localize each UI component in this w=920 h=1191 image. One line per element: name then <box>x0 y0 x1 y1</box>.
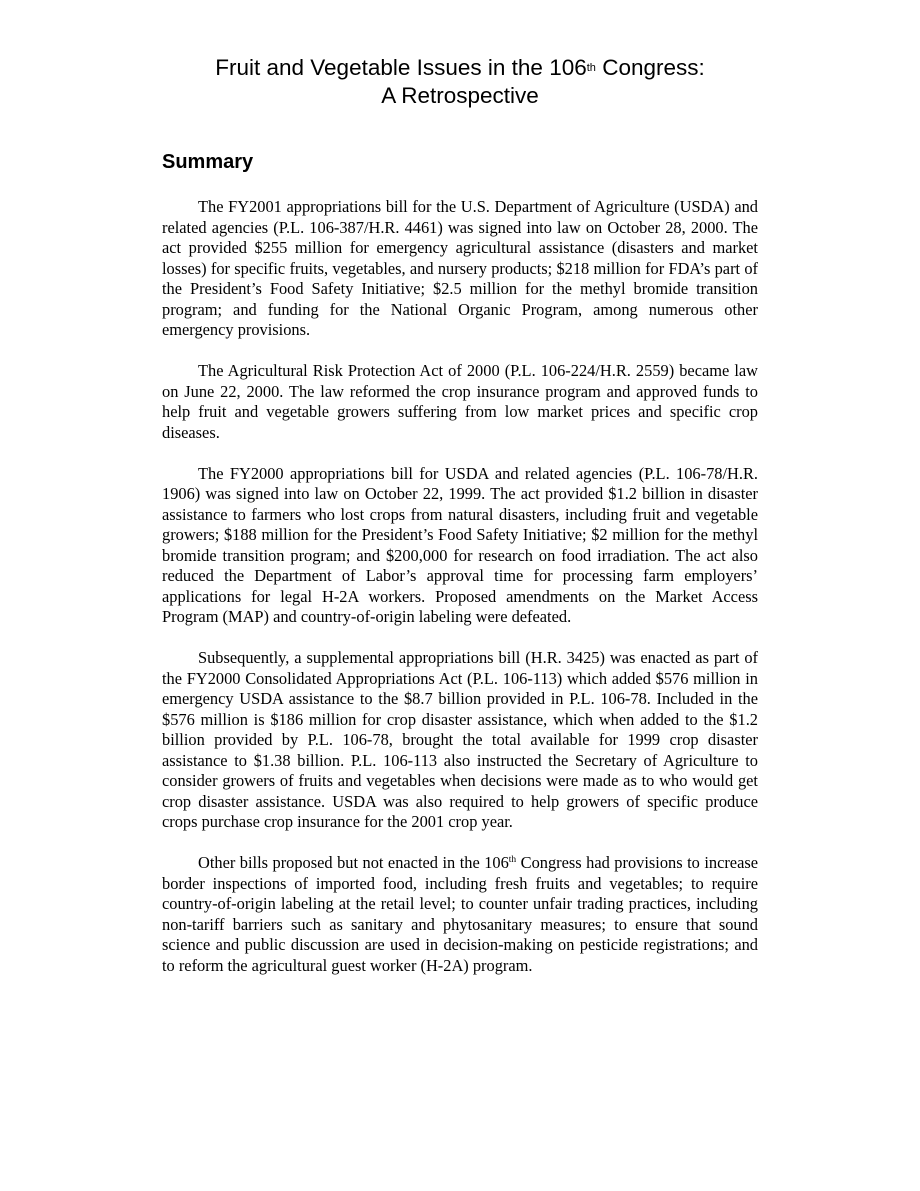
summary-paragraph-2: The Agricultural Risk Protection Act of 2000 (P.L. 106-224/H.R. 2559) became law on June 22, 2000. The law reformed the crop insurance program and approved funds to help fruit and vegetable growers suffering from low market prices and specific crop diseases. <box>162 361 758 442</box>
page-title <box>162 54 758 110</box>
summary-paragraph-1: The FY2001 appropriations bill for the U.S. Department of Agriculture (USDA) and related agencies (P.L. 106-387/H.R. 4461) was signed into law on October 28, 2000. The act provided $255 million for emergency agricultural assistance (disasters and market losses) for specific fruits, vegetables, and nursery products; $218 million for FDA’s part of the President’s Food Safety Initiative; $2.5 million for the methyl bromide transition program; and funding for the National Organic Program, among numerous other emergency provisions. <box>162 197 758 339</box>
paragraph-5-lead: Other bills proposed but not enacted in the 106 <box>198 853 509 872</box>
paragraph-5-body: Congress had provisions to increase border inspections of imported food, including fresh fruits and vegetables; to require country-of-origin labeling at the retail level; to counter unfair trading practices, including non-tariff barriers such as sanitary and phytosanitary measures; to ensure that sound science and public discussion are used in decision-making on pesticide registrations; and to reform the agricultural guest worker (H-2A) program. <box>162 853 759 975</box>
title-line1-suffix: Congress: <box>595 55 705 80</box>
paragraph-5-superscript: th <box>508 855 517 865</box>
title-line1-text: Fruit and Vegetable Issues in the 106 <box>215 55 587 80</box>
summary-paragraph-4: Subsequently, a supplemental appropriations bill (H.R. 3425) was enacted as part of the FY2000 Consolidated Appropriations Act (P.L. 106-113) which added $576 million in emergency USDA assistance to the $8.7 billion provided in P.L. 106-78. Included in the $576 million is $186 million for crop disaster assistance, which when added to the $1.2 billion provided by P.L. 106-78, brought the total available for 1999 crop disaster assistance to $1.38 billion. P.L. 106-113 also instructed the Secretary of Agriculture to consider growers of fruits and vegetables when decisions were made as to who would get crop disaster assistance. USDA was also required to help growers of specific produce crops purchase crop insurance for the 2001 crop year. <box>162 648 758 831</box>
title-superscript: th <box>586 62 596 74</box>
document-page <box>162 54 758 976</box>
summary-paragraph-5 <box>162 853 758 976</box>
summary-paragraph-3: The FY2000 appropriations bill for USDA and related agencies (P.L. 106-78/H.R. 1906) was signed into law on October 22, 1999. The act provided $1.2 billion in disaster assistance to farmers who lost crops from natural disasters, including fruit and vegetable growers; $188 million for the President’s Food Safety Initiative; $2 million for the methyl bromide transition program; and $200,000 for research on food irradiation. The act also reduced the Department of Labor’s approval time for processing farm employers’ applications for legal H-2A workers. Proposed amendments on the Market Access Program (MAP) and country-of-origin labeling were defeated. <box>162 463 758 626</box>
title-line2-text: A Retrospective <box>381 83 539 108</box>
section-heading-summary: Summary <box>162 151 254 173</box>
